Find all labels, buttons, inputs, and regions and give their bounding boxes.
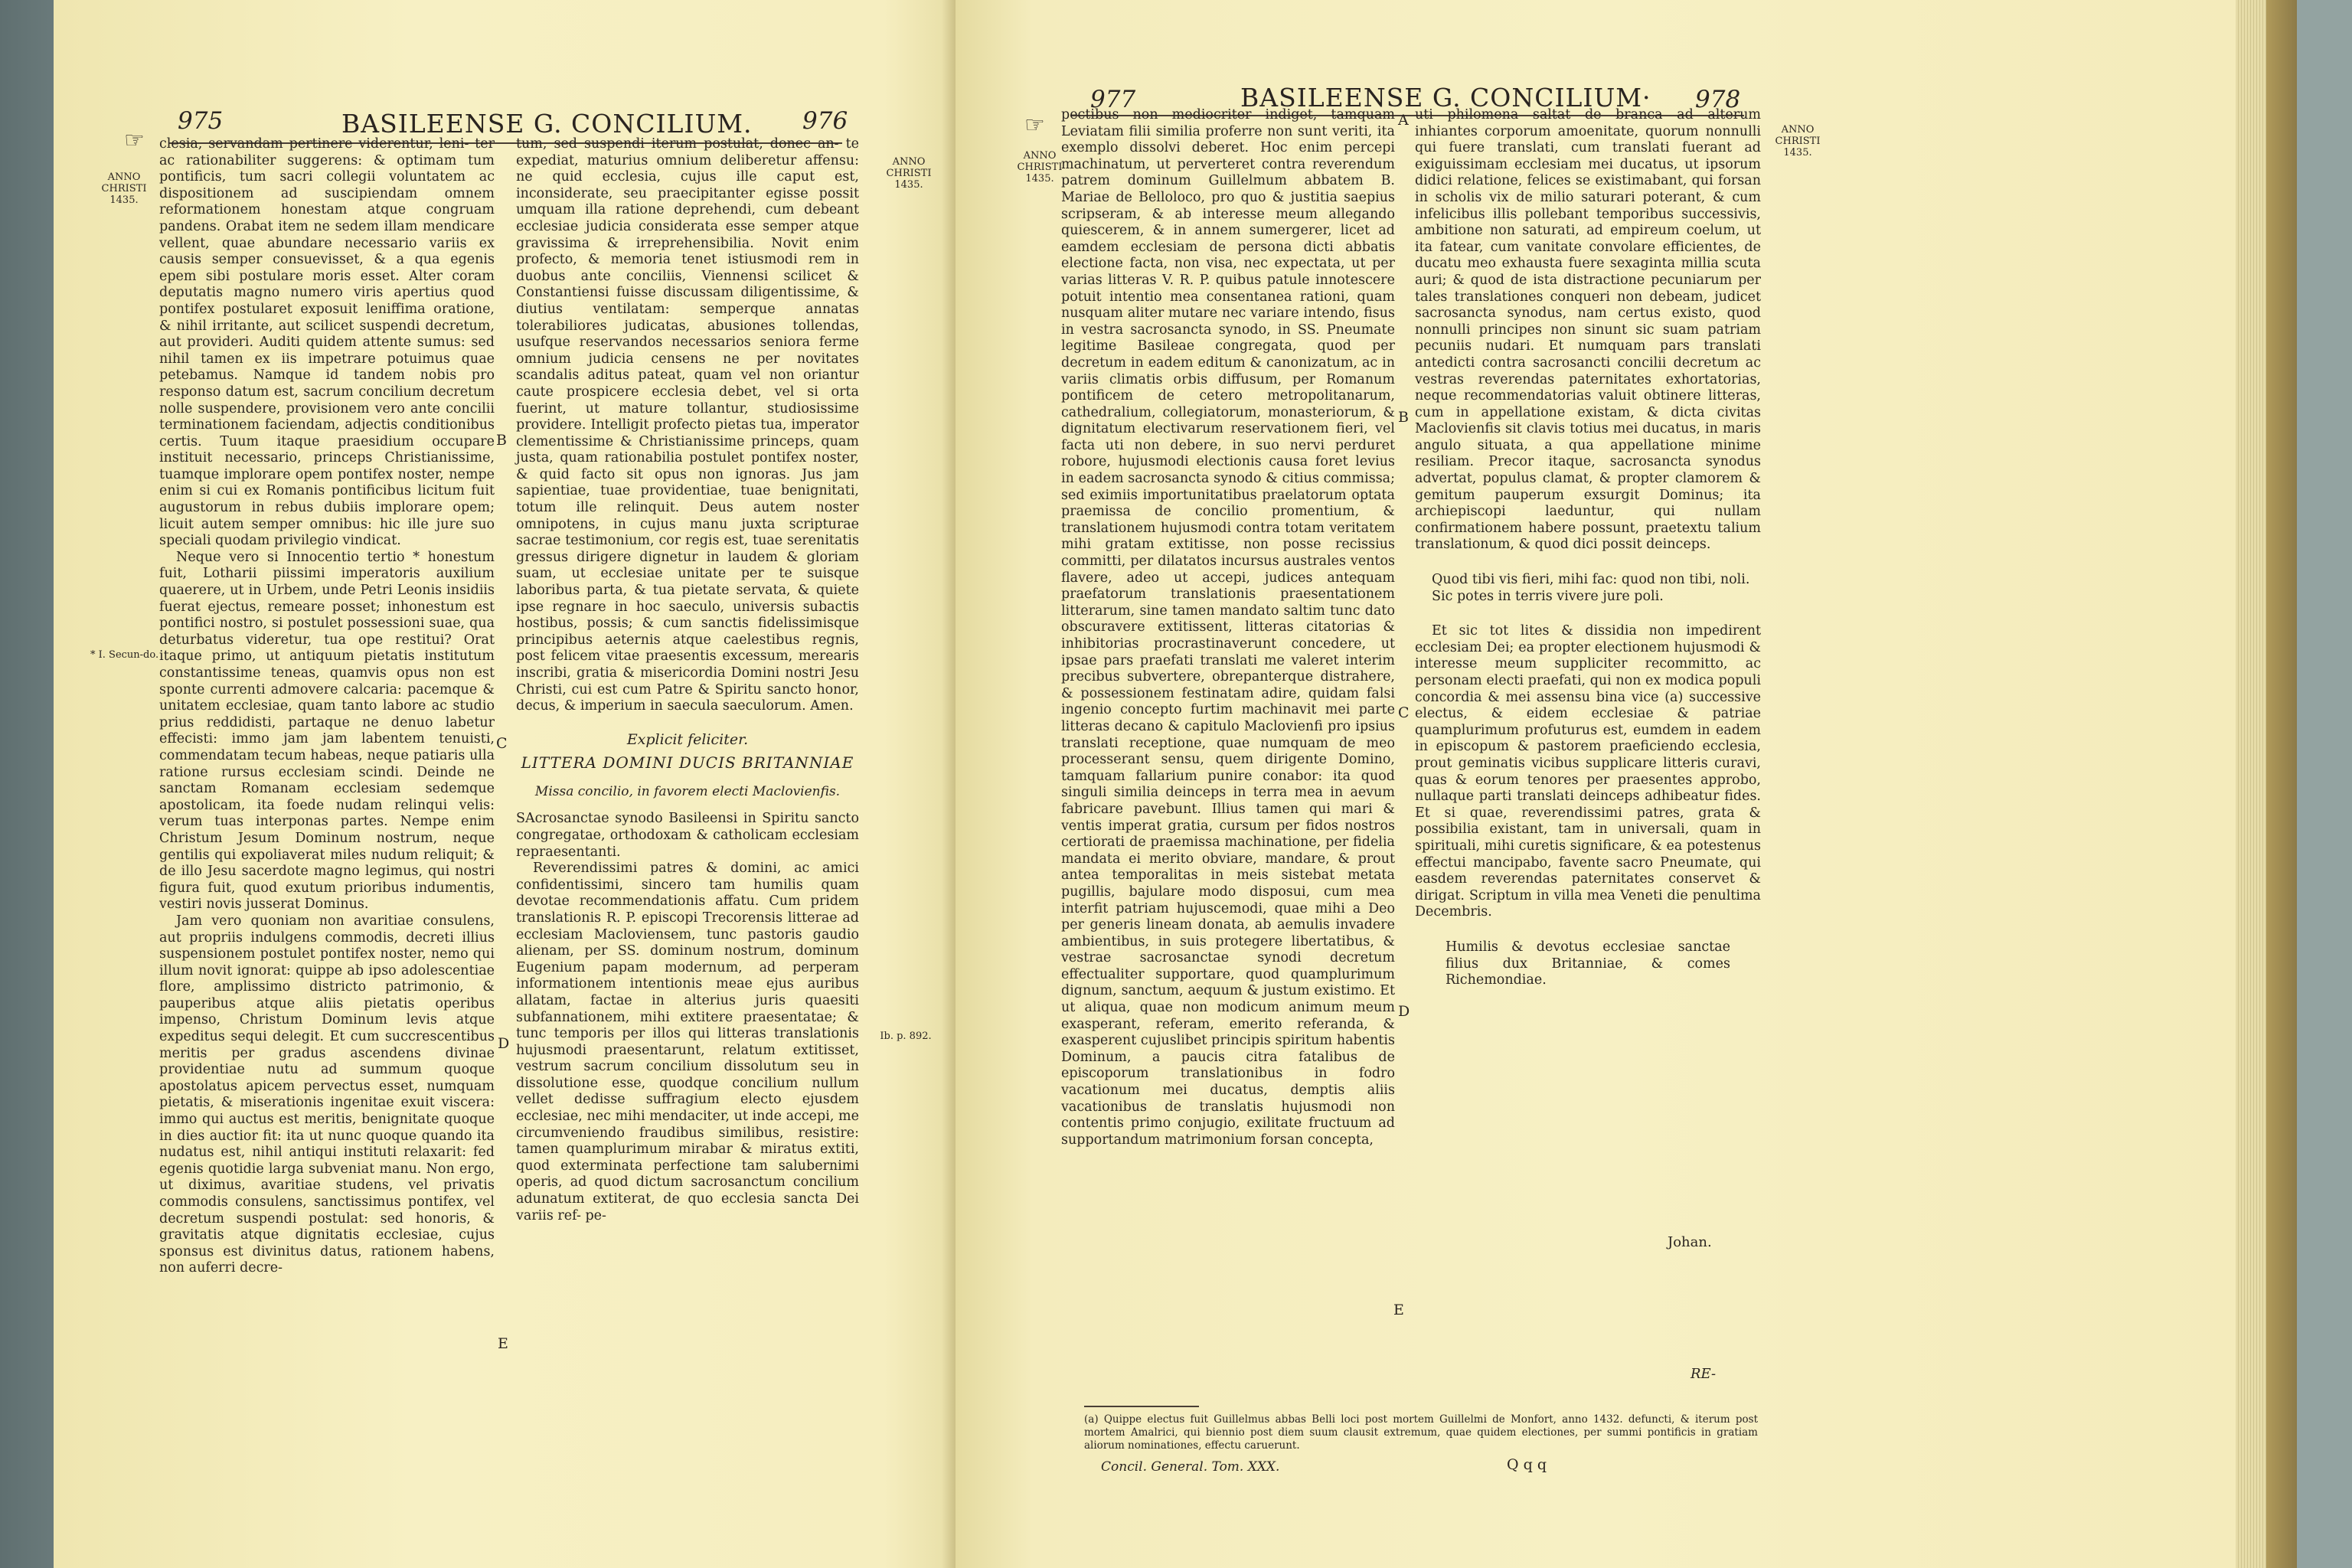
signature-mark: Q q q <box>1507 1456 1547 1473</box>
section-marker-e: E <box>1393 1302 1404 1318</box>
margin-year-right: ANNO CHRISTI 1435. <box>886 156 932 191</box>
closing-salutation: Humilis & devotus ecclesiae sanctae filius dux Britanniae, & comes Richemondiae. <box>1446 939 1730 988</box>
manicule-icon: ☞ <box>1024 112 1045 139</box>
page-number-976: 976 <box>802 107 848 135</box>
paragraph: tum, sed suspendi iterum postulat, donec an- te expediat, maturius omnium deliberetur affensu: ne quid ecclesia, cujus ille caput est, inconsiderate, seu praecipitanter egisse possit umquam illa ratione deprehendi, cum debeant ecclesiae judicia considerata esse semper atque gravissima & irreprehensibilia. Novit enim profecto, & memoria tenet istiusmodi rem in duobus ante conciliis, Viennensi scilicet & Constantiensi fuisse discussam diligentissime, & diutius ventilatam: semperque annatas tolerabiliores judicatas, abusiones tollendas, usufque reservandos necessarios seniora ferme omnium judicia censens ne per novitates scandalis aditus pateat, quam vel non oriantur caute prospicere ecclesia debet, vel si orta fuerint, ut mature tollantur, studiosissime providere. Intelligit profecto pietas tua, imperator clementissime & Christianissime princeps, quam justa, quam rationabilia postulet pontifex noster, & quid facto sit opus non ignoras. Jus jam sapientiae, tuae providentiae, tuae benignitati, totum ille relinquit. Deus autem noster omnipotens, in cujus manu juxta scripturae sacrae testimonium, cor regis est, tuae serenitatis gressus dirigere dignetur in laudem & gloriam suam, ut ecclesiae unitate per te suisque laboribus parta, & tua pietate servata, & quiete ipse regnare in hoc saeculo, universis subactis hostibus, possis; & cum sanctis fidelissimisque principibus aeternis atque caelestibus regnis, post felicem vitae praesentis excessum, merearis inscribi, gratia & misericordia Domini nostri Jesu Christi, cui est cum Patre & Spiritu sancto honor, decus, & imperium in saecula saeculorum. Amen. <box>516 136 859 714</box>
paragraph: Neque vero si Innocentio tertio * honestum fuit, Lotharii piissimi imperatoris auxilium quaerere, ut in Urbem, unde Petri Leonis insidiis fuerat ejectus, remeare posset; inhonestum est pontifici nostro, si postulet possessioni suae, qua deturbatus videretur, tua ope restitui? Orat itaque primo, ut antiquum pietatis institutum constantissime teneas, quamvis opus non est sponte currenti admovere calcaria: pacemque & unitatem ecclesiae, quam tanto labore ac studio prius reddidisti, partaque ne denuo labetur effecisti: immo jam jam labentem tenuisti, commendatam tecum habeas, neque patiaris ulla ratione rursus ecclesiam scindi. Deinde ne sanctam Romanam ecclesiam sedemque apostolicam, ita foede nudam relinqui velis: verum tuas interponas partes. Nempe enim Christum Jesum Dominum nostrum, neque gentilis qui expoliaverat miles nudum reliquit; & de illo Jesu sacerdote magno legimus, qui nostri figura fuit, quod exutum prioribus indumentis, vestiri novis jusserat Dominus. <box>159 549 495 913</box>
paragraph: Reverendissimi patres & domini, ac amici confidentissimi, sincero tam humilis quam devotae recommendationis affatu. Cum pridem translationis R. P. episcopi Trecorensis litterae ad ecclesiam Macloviensem, tunc pastoris gaudio alienam, per SS. dominum nostrum, dominum Eugenium papam modernum, ad perperam informationem intentionis meae ejus auribus allatam, factae in alterius juris quaesiti subfannationem, mihi extitere praesentatae; & tunc temporis per illos qui litteras translationis hujusmodi praesentarunt, relatum extitisset, vestrum sacrum concilium dissolutum seu in dissolutione esse, quodque concilium nullum vellet dedisse suffragium electo ejusdem ecclesiae, nec mihi mendaciter, ut inde accepi, me circumveniendo fraudibus similibus, resistire: tamen quamplurimum mirabar & miratus extiti, quod exterminata perfectione tam salubernimi operis, ad quod dictum sacrosanctum concilium adunatum extiterat, de quo ecclesia sancta Dei variis ref- pe- <box>516 861 859 1223</box>
margin-year-left: ANNO CHRISTI 1435. <box>101 172 147 206</box>
verse-line: Sic potes in terris vivere jure poli. <box>1432 588 1664 604</box>
left-page <box>54 0 956 1568</box>
book-cover-edge <box>2266 0 2297 1568</box>
margin-note: * I. Secun-do. <box>90 649 159 661</box>
margin-year-left: ANNO CHRISTI 1435. <box>1017 150 1063 185</box>
letter-subtitle: Missa concilio, in favorem electi Maclovienfis. <box>534 784 841 800</box>
verse-block <box>1432 572 1761 605</box>
section-marker-b: B <box>1398 409 1409 426</box>
paragraph: SAcrosanctae synodo Basileensi in Spiritu sancto congregatae, orthodoxam & catholicam ecclesiam repraesentanti. <box>516 811 859 860</box>
running-header-right: BASILEENSE G. CONCILIUM· <box>1240 83 1651 113</box>
signature: Johan. <box>1668 1234 1712 1250</box>
paragraph: Jam vero quoniam non avaritiae consulens, aut propriis indulgens commodis, decreti illius suspensionem postulet pontifex noster, nemo qui illum novit ignorat: quippe ab ipso adolescentiae flore, amplissimo districto patrimonio, & pauperibus atque aliis pietatis operibus impenso, Christum Dominum levis atque expeditus sequi delegit. Et cum succrescentibus meritis per gradus ascendens divinae providentiae nutu ad summum quoque apostolatus apicem pervectus esset, numquam pietatis, & miserationis ingenitae exuit viscera: immo qui auctus est meritis, benignitate quoque in dies auctior fit: ita ut nunc quoque quando ita nudatus est, nihil antiqui instituti relaxarit: fed egenis quotidie larga subveniat manu. Non ergo, ut diximus, avaritiae studens, vel privatis commodis consulens, sanctissimus pontifex, vel decretum suspendi postulat: sed honoris, & gravitatis atque dignitatis ecclesiae, cujus sponsus est divinitus datus, rationem habens, non auferri decre- <box>159 913 495 1276</box>
paragraph: clesia, servandam pertinere viderentur, leni- ter ac rationabiliter suggerens: & optimam tum pontificis, tum sacri collegii voluntatem ac dispositionem ad suscipiendam omnem reformationem honestam atque congruam pandens. Orabat item ne sedem illam mendicare vellent, quae abundare necessario variis ex causis semper consuevisset, & a qua egenis epem sibi postulare moris esset. Alter coram deputatis magno numero viris apertius quod pontifex postularet exposuit leniffima oratione, & nihil irritante, aut scilicet suspendi decretum, aut provideri. Auditi quidem attente sumus: sed nihil tamen ex iis impetrare potuimus quae petebamus. Namque id tandem nobis pro responso datum est, sacrum concilium decretum nolle suspendere, provisionem vero ante concilii terminationem faciendam, adjectis conditionibus certis. Tuum itaque praesidium occupare instituit necessario, princeps Christianissime, tuamque implorare opem pontifex noster, nempe enim si cui ex Romanis pontificibus licitum fuit augustorum in rebus dubiis implorare opem; licuit autem semper omnibus: hic ille jure suo speciali quodam privilegio vindicat. <box>159 136 495 549</box>
section-marker-e: E <box>498 1335 508 1352</box>
footer-volume: Concil. General. Tom. XXX. <box>1101 1459 1280 1475</box>
page-edges <box>2236 0 2266 1568</box>
paragraph: Et sic tot lites & dissidia non impedirent ecclesiam Dei; ea propter electionem hujusmodi & interesse meum suppliciter recommitto, ac personam electi praefati, qui non ex modica populi concordia & mei assensu bina vice (a) successive electus, & eidem ecclesiae & patriae quamplurimum profuturus est, eumdem in eadem in episcopum & pastorem praeficiendo ecclesia, prout geminatis vicibus supplicare litteris curavi, quas & eorum tenores per praesentes approbo, nullaque parti translati deinceps adhibeatur fides. Et si quae, reverendissimi patres, grata & possibilia existant, tam in universali, quam in spirituali, mihi curetis significare, & ea potestenus effectui mancipabo, favente sacro Pneumate, qui easdem reverendas paternitates conservet & dirigat. Scriptum in villa mea Veneti die penultima Decembris. <box>1415 623 1761 920</box>
right-page <box>956 0 2236 1568</box>
right-column-1 <box>1061 107 1395 1363</box>
section-marker-d: D <box>498 1035 510 1052</box>
running-header-left: BASILEENSE G. CONCILIUM. <box>341 109 753 139</box>
section-marker-c: C <box>1398 704 1410 721</box>
paragraph: pectibus non mediocriter indiget, tamquam Leviatam filii similia proferre non sunt veriti, ita exemplo dissolvi deberet. Hoc enim percepi machinatum, ut perverteret contra reverendum patrem dominum Guillelmum abbatem B. Mariae de Belloloco, pro quo & justitia saepius scripseram, & ab interesse meum allegando quiescerem, & in annem sumergerer, licet ad eamdem ecclesiam de persona dicti abbatis electione facta, non visa, nec expectata, ut per varias litteras V. R. P. quibus patule innotescere potuit intentio mea consentanea rationi, quam nusquam aliter mutare nec variare intendo, fisus in vestra sacrosancta synodo, in SS. Pneumate legitime Basileae congregata, quod per decretum in eadem editum & canonizatum, ac in variis climatis orbis diffusum, per Romanum pontificem de cetero metropolitanarum, cathedralium, collegiatorum, monasteriorum, & dignitatum electivarum reservationem fieri, vel facta uti non debere, in suo nervi perduret robore, hujusmodi electionis causa foret levius in eadem sacrosancta synodo & citius commissa; sed eximiis importunitatibus praelatorum optata praemissa de concilio promentium, & translationem hujusmodi contra totam veritatem mihi gratam extitisse, non posse recissius committi, per dilatatos incursus australes ventos flavere, adeo ut accepi, judices antequam praefatorum translationis praesentationem litterarum, sine tamen mandato saltim tunc dato obscuravere extitissent, litteras citatorias & inhibitorias procrastinaverunt concedere, ut ipsae pars praefati translati me valeret interim precibus subvertere, obrepanterque distrahere, & possessionem festinatam adire, quidam falsi ingenio concepto furtim machinavit mei parte litteras decano & capitulo Maclovienfi pro ipsius translati receptione, quae numquam de meo processerant sensu, quem dirigente Domino, tamquam fallarium punire conabor: ita quod singuli similia deinceps in terra mea in aevum fabricare pavebunt. Illius tamen qui mari & ventis imperat gratia, cursum per fidos nostros certiorati de praemissa machinatione, per fidelia mandata ei merito obviare, mandare, & prout antea temporalitas in meis sistebat metata pugillis, bajulare modo disposui, cum mea interfit patriam hujuscemodi, quae mihi a Deo per generis lineam donata, ab aemulis invadere ambientibus, in suis protegere libertatibus, & vestrae sacrosanctae synodi decretum effectualiter supportare, quod quamplurimum dignum, sanctum, aequum & justum existimo. Et ut aliqua, quae non modicum animum meum exasperant, referam, emerito referanda, & exasperent cujuslibet principis spiritum habentis Dominum, a paucis citra fatalibus de episcoporum translationibus in fodro vacationum mei ducatus, demptis aliis vacationibus de translatis hujusmodi non contentis primo conjugio, exilitate fructuum ad supportandum matrimonium forsan concepta, <box>1061 107 1395 1148</box>
book-spread <box>54 0 2259 1568</box>
verse-line: Quod tibi vis fieri, mihi fac: quod non tibi, noli. <box>1432 572 1750 588</box>
section-marker-a: A <box>1398 112 1409 129</box>
explicit-line: Explicit feliciter. <box>626 730 749 748</box>
page-number-975: 975 <box>178 107 224 135</box>
section-marker-b: B <box>496 432 507 449</box>
section-marker-d: D <box>1398 1003 1410 1020</box>
footnote-rule <box>1084 1406 1199 1407</box>
left-column-2 <box>516 136 859 1499</box>
margin-year-right: ANNO CHRISTI 1435. <box>1775 124 1821 158</box>
page-number-977: 977 <box>1090 86 1136 113</box>
paragraph: uti philomena saltat de branca ad alterum inhiantes corporum amoenitate, quorum nonnulli qui fuere translati, cum translati fuerant ad exiguissimam ecclesiam mei ducatus, ut ipsorum didici relatione, felices se existimabant, qui forsan in scholis vix de milio saturari poterant, & cum infelicibus illis pollebant temporibus successivis, ambitione non saturati, ad empireum coelum, ut ita fatear, cum vanitate convolare efficientes, de ducatu meo exhausta fuere sexaginta millia scuta auri; & quod de ista distractione pecuniarum per tales translationes conqueri non debeam, judicet sacrosancta synodus, nam certus existo, quod nonnulli principes non sinunt sic suam patriam pecuniis nudari. Et numquam pars translati antedicti contra sacrosancti concilii decretum ac vestras reverendas paternitates exhortatorias, neque recommendatorias valuit obtinere litteras, cum in appellatione existam, & dicta civitas Maclovienfis sit clavis totius mei ducatus, in maris angulo situata, a qua appellatione minime resiliam. Precor itaque, sacrosancta synodus advertat, populus clamat, & propter clamorem & gemitum pauperum exsurgit Dominus; ita archiepiscopi laeduntur, qui nullam confirmationem habere possunt, praetextu talium translationum, & quod dici possit deinceps. <box>1415 107 1761 553</box>
catchword: RE- <box>1690 1366 1717 1382</box>
left-column-1 <box>159 136 495 1499</box>
section-marker-c: C <box>496 735 508 752</box>
letter-title: LITTERA DOMINI DUCIS BRITANNIAE <box>521 753 854 773</box>
margin-reference: Ib. p. 892. <box>880 1031 932 1042</box>
manicule-icon: ☞ <box>124 127 145 154</box>
footnote: (a) Quippe electus fuit Guillelmus abbas Belli loci post mortem Guillelmi de Monfort, anno 1432. defuncti, & iterum post mortem Amalrici, qui biennio post diem suum clausit extremum, quae quidem electiones, per summi pontificis in gratiam aliorum nominationes, effectu caruerunt. <box>1084 1413 1758 1452</box>
page-number-978: 978 <box>1695 86 1741 113</box>
right-column-2 <box>1415 107 1761 1271</box>
